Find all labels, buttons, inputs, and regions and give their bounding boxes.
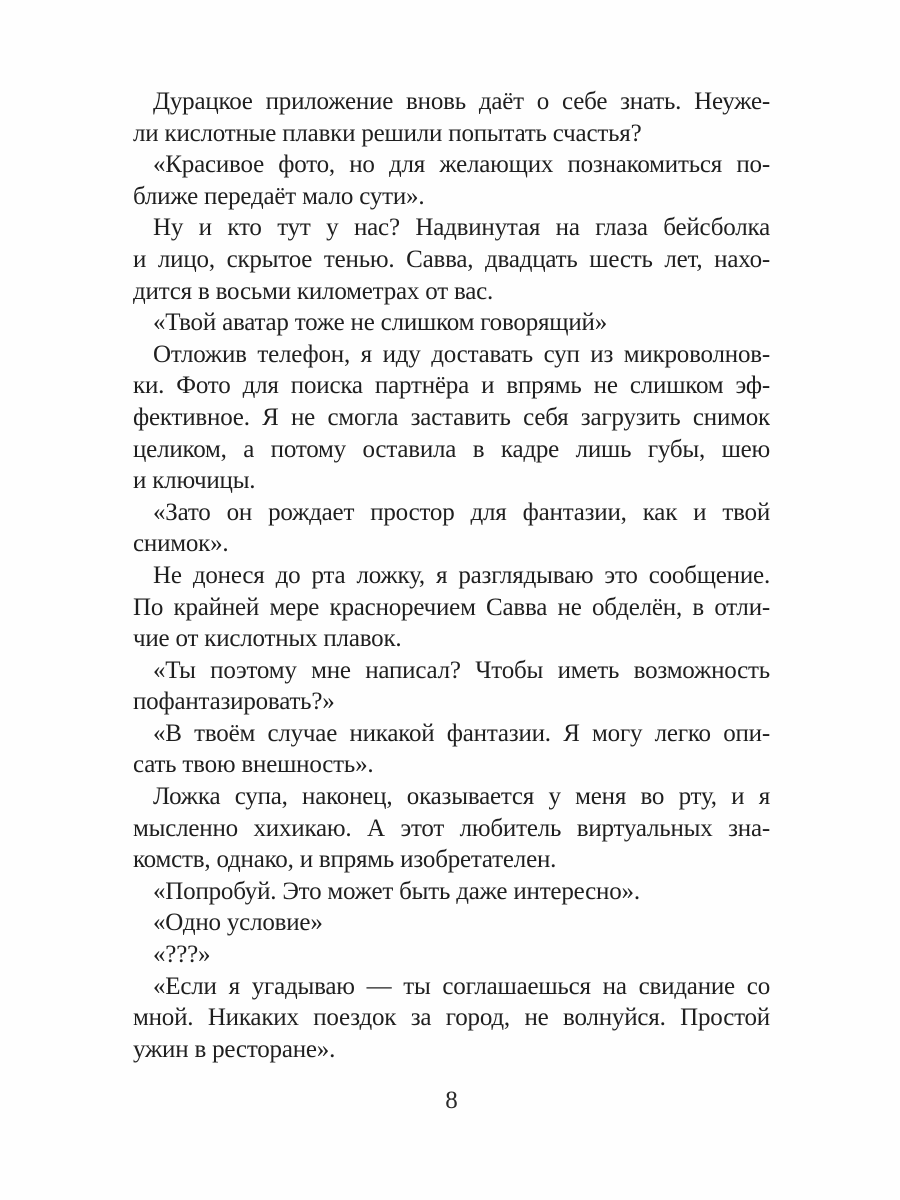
paragraph — [133, 149, 770, 212]
text-line: мной. Никаких поездок за город, не волнуйся. Простой — [133, 1004, 770, 1032]
text-line: фективное. Я не смогла заставить себя загрузить снимок — [133, 403, 770, 431]
paragraph — [133, 339, 770, 497]
text-line: ки. Фото для поиска партнёра и впрямь не слишком эф- — [133, 372, 770, 400]
text-line: «В твоём случае никакой фантазии. Я могу легко опи- — [153, 719, 770, 747]
paragraph — [133, 907, 770, 939]
text-line: По крайней мере красноречием Савва не обделён, в отли- — [133, 593, 770, 621]
text-line: «Одно условие» — [153, 909, 323, 937]
text-line: ли кислотные плавки решили попытать счастья? — [133, 119, 642, 147]
paragraph — [133, 939, 770, 971]
paragraph — [133, 971, 770, 1066]
paragraph — [133, 560, 770, 655]
text-line: пофантазировать?» — [133, 688, 335, 716]
text-line: «Красивое фото, но для желающих познакомиться по- — [153, 151, 770, 179]
text-line: чие от кислотных плавок. — [133, 625, 402, 653]
paragraph — [133, 212, 770, 307]
text-line: целиком, а потому оставила в кадре лишь губы, шею — [133, 435, 770, 463]
text-line: и лицо, скрытое тенью. Савва, двадцать шесть лет, нахо- — [133, 245, 770, 273]
paragraph — [133, 781, 770, 876]
text-line: мысленно хихикаю. А этот любитель виртуальных зна- — [133, 814, 770, 842]
text-line: Дурацкое приложение вновь даёт о себе знать. Неуже- — [153, 88, 770, 115]
text-line: «Твой аватар тоже не слишком говорящий» — [153, 309, 608, 337]
paragraph — [133, 876, 770, 908]
text-line: и ключицы. — [133, 467, 256, 495]
text-line: «???» — [153, 941, 211, 969]
text-line: сать твою внешность». — [133, 751, 374, 779]
text-line: Ложка супа, наконец, оказывается у меня во рту, и я — [153, 783, 770, 811]
text-line: Отложив телефон, я иду доставать суп из микроволнов- — [153, 340, 770, 368]
text-line: снимок». — [133, 530, 229, 558]
text-line: «Если я угадываю — ты соглашаешься на свидание со — [153, 972, 770, 1000]
text-block — [133, 86, 770, 1065]
text-line: Ну и кто тут у нас? Надвинутая на глаза бейсболка — [153, 214, 770, 242]
text-line: «Зато он рождает простор для фантазии, как и твой — [153, 498, 770, 526]
paragraph — [133, 307, 770, 339]
text-line: «Ты поэтому мне написал? Чтобы иметь возможность — [153, 656, 770, 684]
text-line: ужин в ресторане». — [133, 1035, 336, 1063]
text-line: «Попробуй. Это может быть даже интересно». — [153, 877, 640, 905]
paragraph — [133, 497, 770, 560]
text-line: комств, однако, и впрямь изобретателен. — [133, 846, 557, 874]
text-line: дится в восьми километрах от вас. — [133, 277, 494, 305]
page-number: 8 — [445, 1087, 458, 1114]
paragraph — [133, 86, 770, 149]
paragraph — [133, 718, 770, 781]
text-line: ближе передаёт мало сути». — [133, 182, 425, 210]
text-line: Не донеся до рта ложку, я разглядываю это сообщение. — [153, 561, 770, 589]
paragraph — [133, 655, 770, 718]
